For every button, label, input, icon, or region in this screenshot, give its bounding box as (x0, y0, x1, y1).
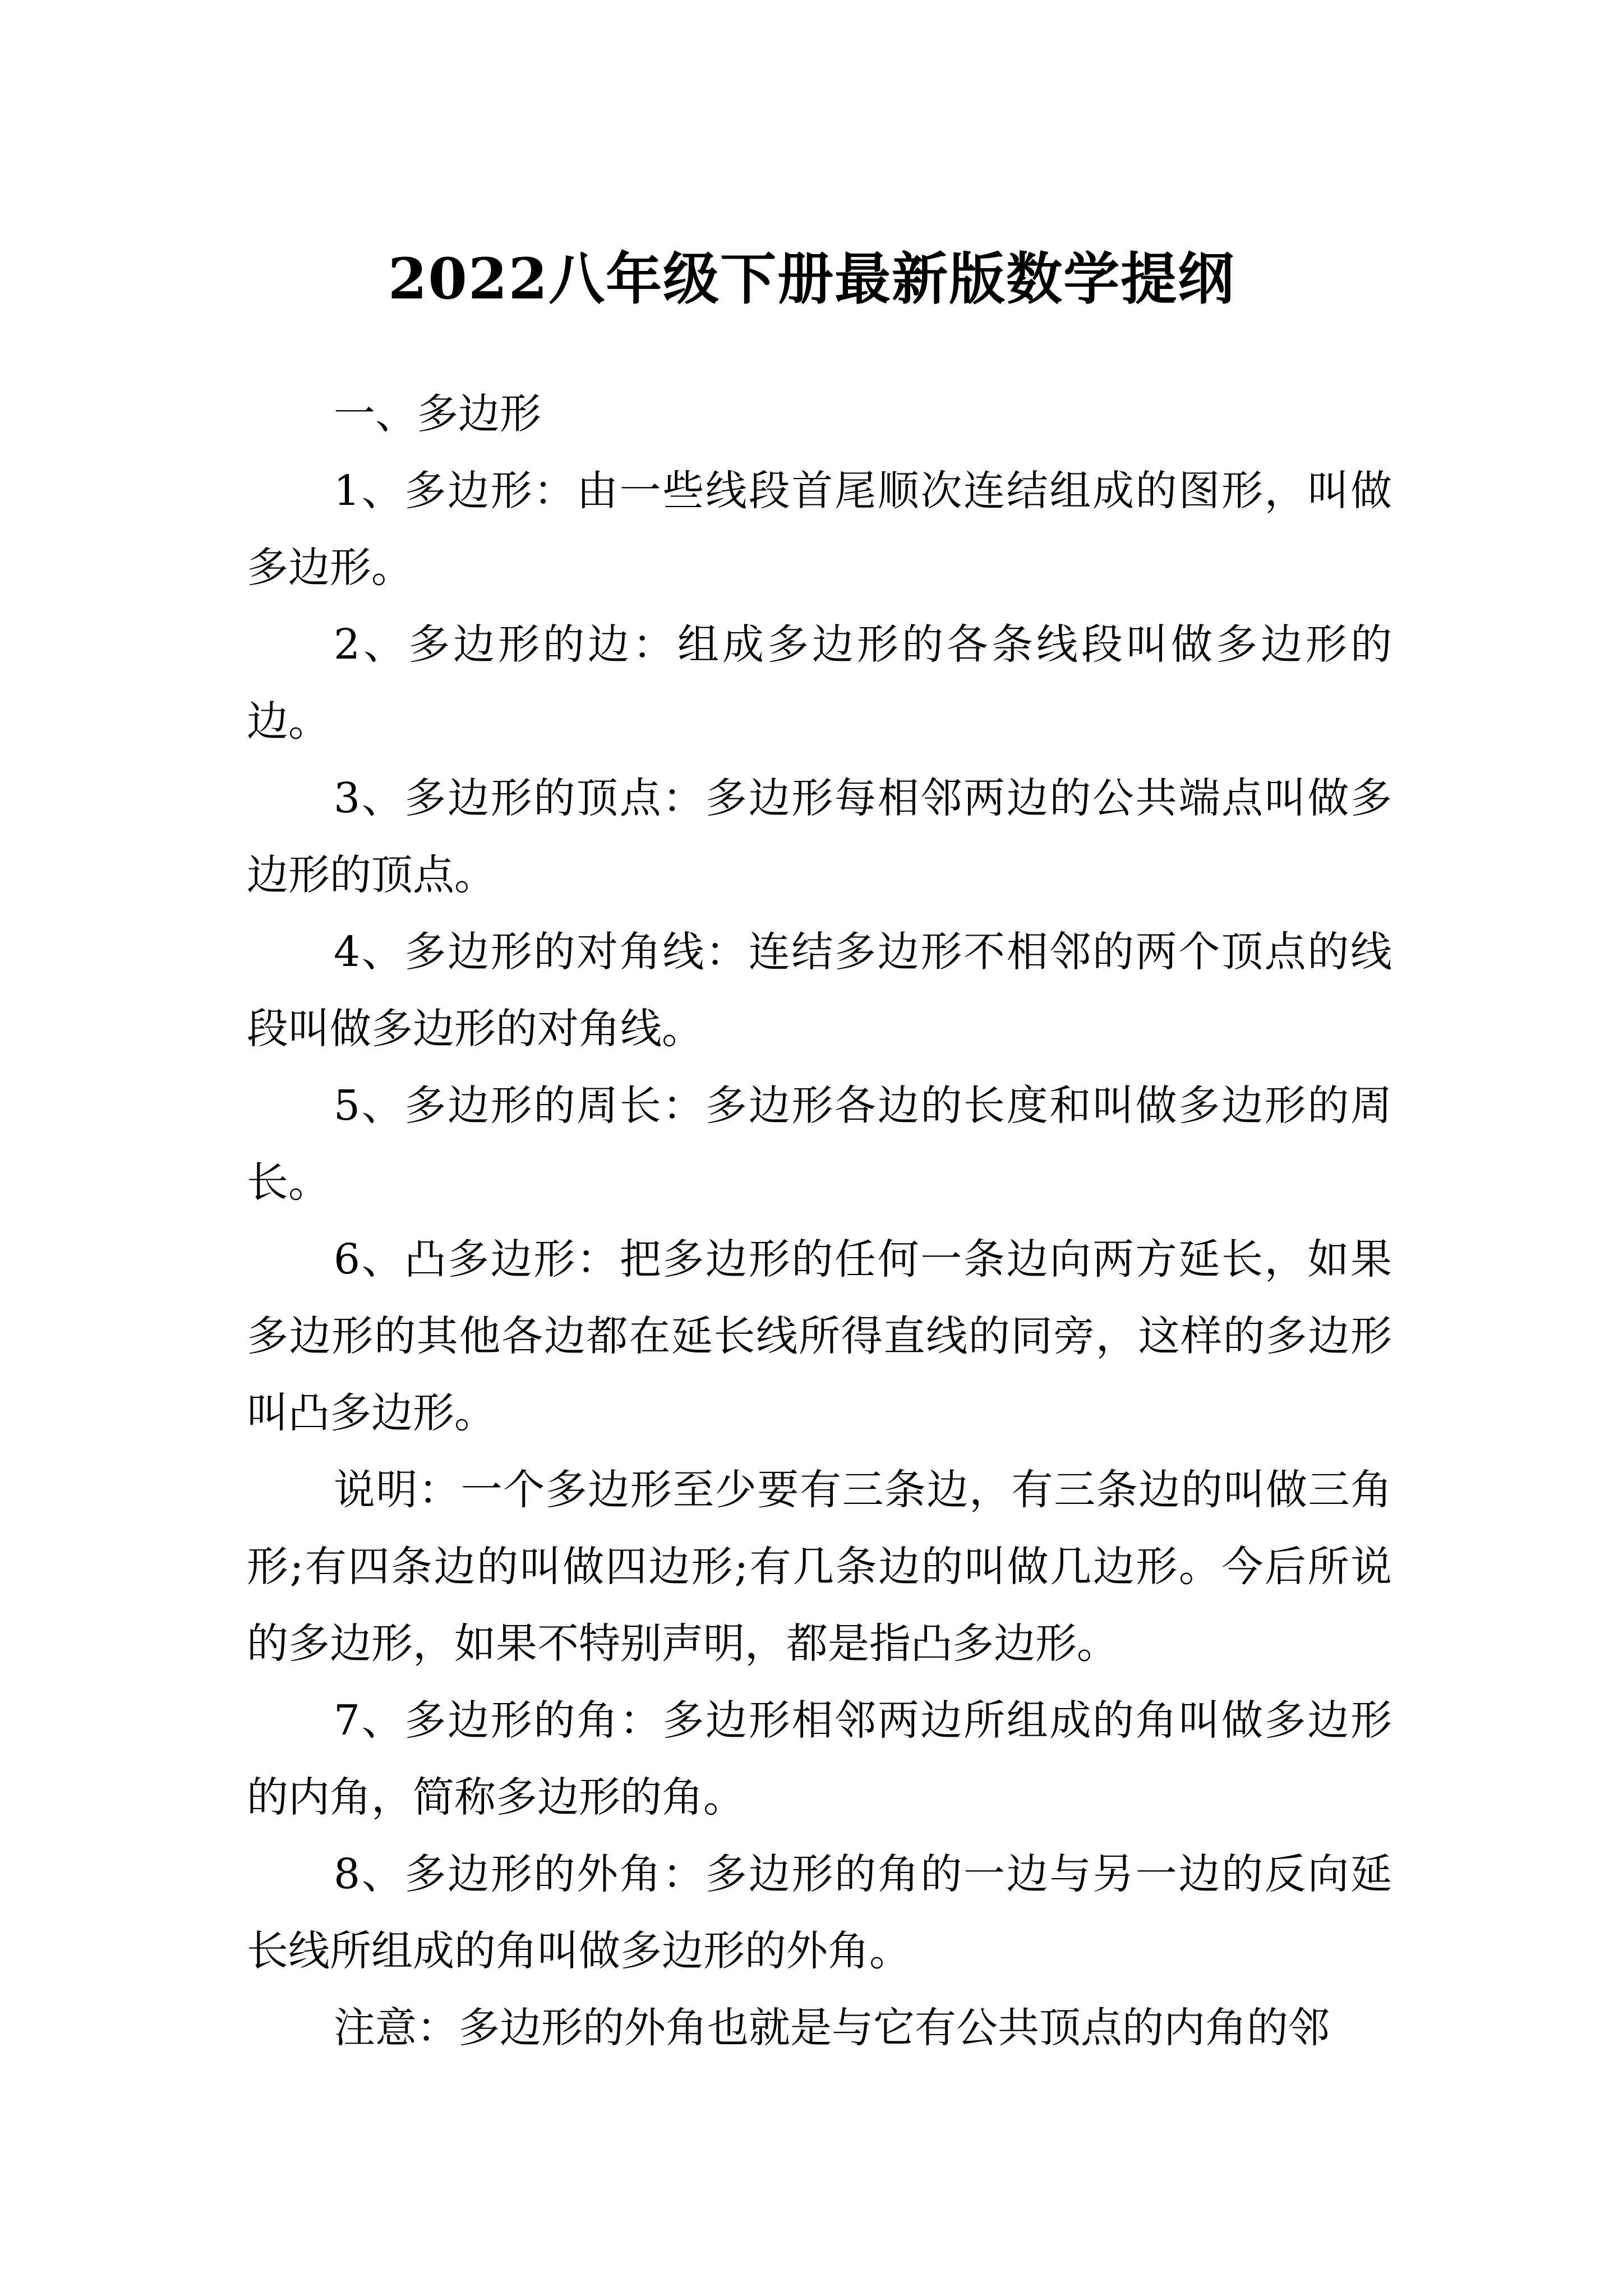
note-polygon-sides: 说明：一个多边形至少要有三条边，有三条边的叫做三角形;有四条边的叫做四边形;有几条边的叫做几边形。今后所说的多边形，如果不特别声明，都是指凸多边形。 (247, 1466, 1392, 1668)
definition-polygon-interior-angle: 7、多边形的角：多边形相邻两边所组成的角叫做多边形的内角，简称多边形的角。 (247, 1696, 1392, 1821)
document-title: 2022八年级下册最新版数学提纲 (388, 246, 1235, 312)
section-heading-polygon: 一、多边形 (334, 390, 541, 438)
definition-polygon-perimeter: 5、多边形的周长：多边形各边的长度和叫做多边形的周长。 (247, 1082, 1392, 1207)
definition-convex-polygon: 6、凸多边形：把多边形的任何一条边向两方延长，如果多边形的其他各边都在延长线所得直线的同旁，这样的多边形叫凸多边形。 (247, 1235, 1392, 1437)
document-body (247, 376, 1392, 2067)
definition-polygon: 1、多边形：由一些线段首尾顺次连结组成的图形，叫做多边形。 (247, 467, 1392, 592)
note-exterior-angle: 注意：多边形的外角也就是与它有公共顶点的内角的邻 (334, 2004, 1330, 2052)
definition-polygon-diagonal: 4、多边形的对角线：连结多边形不相邻的两个顶点的线段叫做多边形的对角线。 (247, 928, 1392, 1053)
definition-polygon-side: 2、多边形的边：组成多边形的各条线段叫做多边形的边。 (247, 620, 1392, 746)
definition-polygon-exterior-angle: 8、多边形的外角：多边形的角的一边与另一边的反向延长线所组成的角叫做多边形的外角。 (247, 1850, 1392, 1975)
definition-polygon-vertex: 3、多边形的顶点：多边形每相邻两边的公共端点叫做多边形的顶点。 (247, 774, 1392, 899)
